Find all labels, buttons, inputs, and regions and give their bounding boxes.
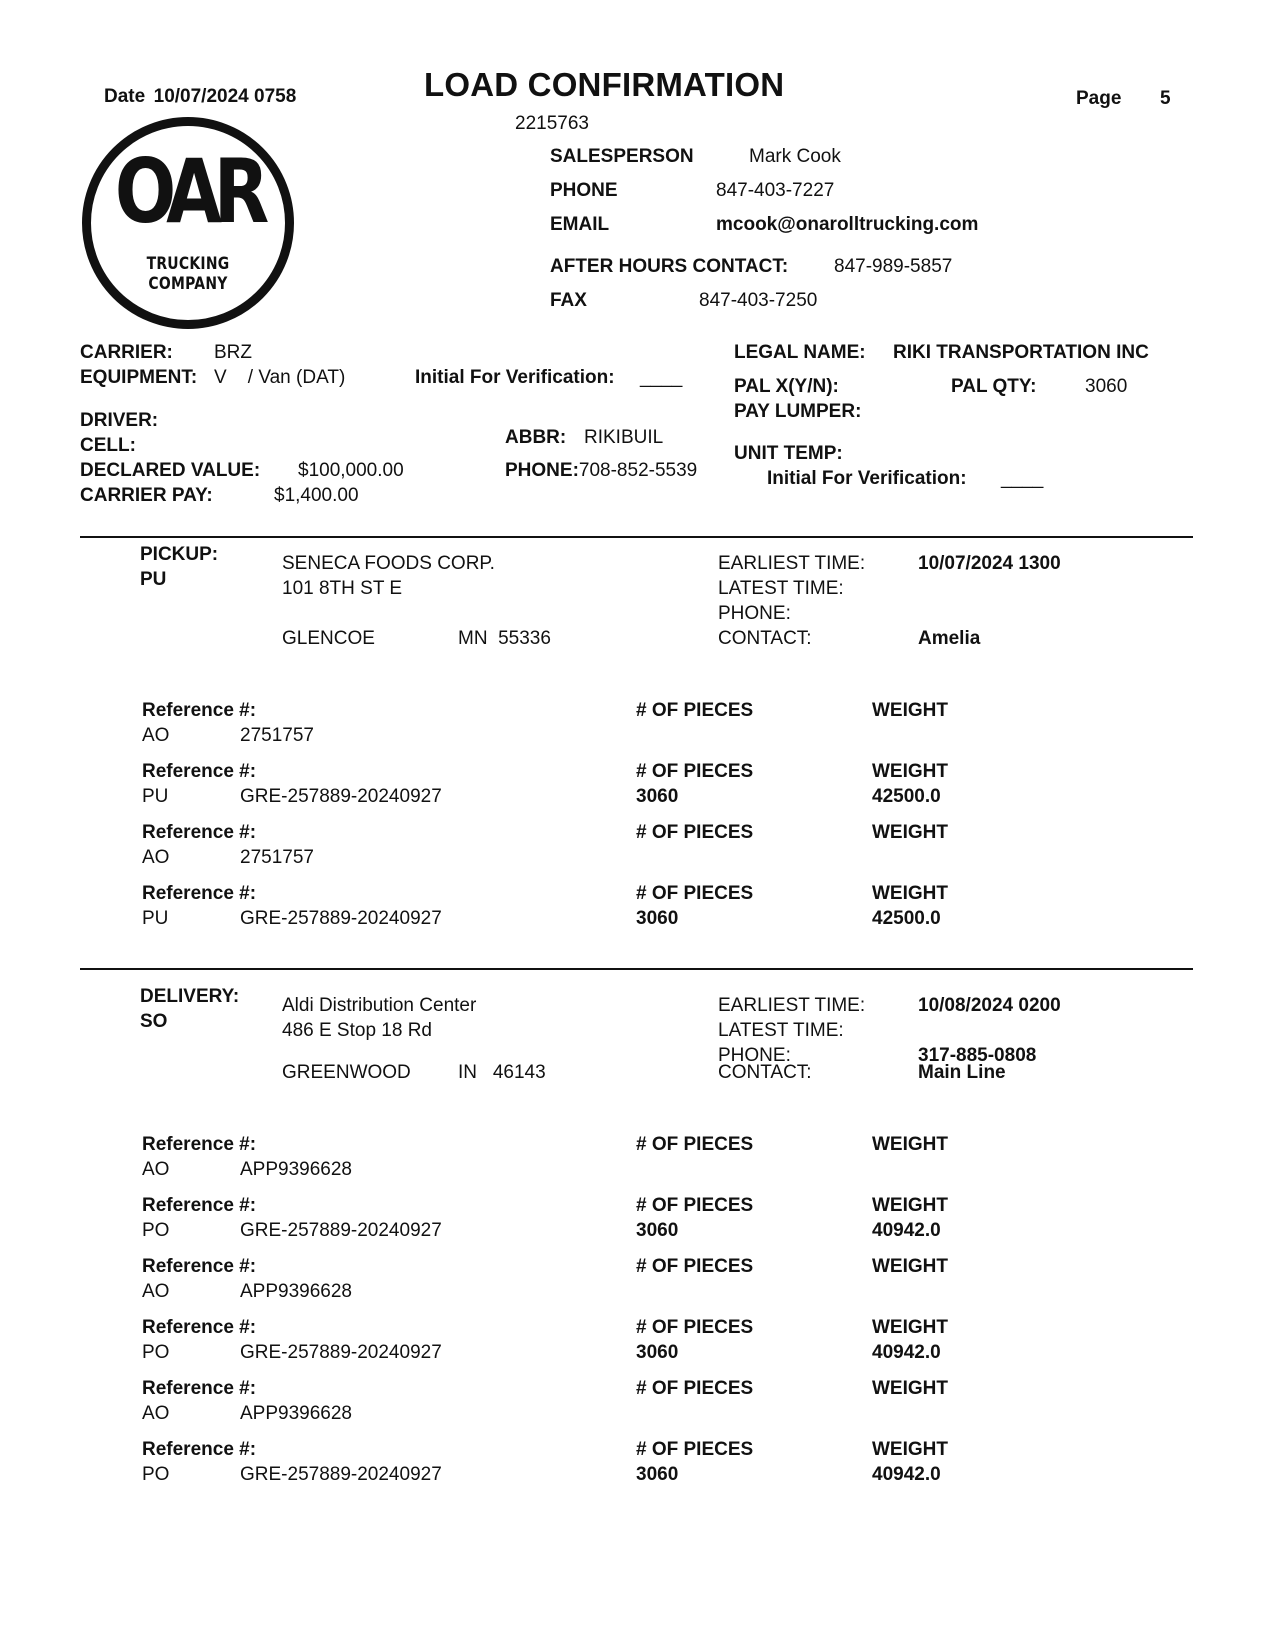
pieces-label: # OF PIECES: [636, 761, 754, 782]
pieces-value: 3060: [636, 786, 679, 807]
pieces-label: # OF PIECES: [636, 1439, 754, 1460]
reference-label: Reference #:: [142, 1134, 257, 1155]
pieces-label: # OF PIECES: [636, 1378, 754, 1399]
divider-pickup: [80, 536, 1193, 538]
reference-code: AO: [142, 847, 170, 868]
carrier-label: CARRIER:: [80, 342, 173, 363]
reference-code: AO: [142, 1403, 170, 1424]
delivery-state-zip: IN 46143: [458, 1062, 546, 1083]
after-hours-label: AFTER HOURS CONTACT:: [550, 256, 789, 277]
reference-label: Reference #:: [142, 761, 257, 782]
delivery-earliest-label: EARLIEST TIME:: [718, 995, 866, 1016]
weight-label: WEIGHT: [872, 822, 948, 843]
reference-code: AO: [142, 725, 170, 746]
logo-letters: OAR: [114, 140, 262, 243]
reference-label: Reference #:: [142, 1317, 257, 1338]
pieces-value: 3060: [636, 1342, 679, 1363]
weight-value: 40942.0: [872, 1342, 941, 1363]
pieces-value: 3060: [636, 1220, 679, 1241]
weight-label: WEIGHT: [872, 1378, 948, 1399]
pal-qty-value: 3060: [1085, 376, 1128, 397]
reference-number: APP9396628: [240, 1159, 352, 1180]
reference-code: PO: [142, 1342, 170, 1363]
pay-lumper-label: PAY LUMPER:: [734, 401, 862, 422]
reference-code: AO: [142, 1159, 170, 1180]
company-logo: [82, 117, 294, 329]
reference-label: Reference #:: [142, 1256, 257, 1277]
pickup-type-code: PU: [140, 569, 167, 590]
pickup-phone-label: PHONE:: [718, 603, 791, 624]
pickup-latest-label: LATEST TIME:: [718, 578, 844, 599]
reference-code: PO: [142, 1220, 170, 1241]
fax-value: 847-403-7250: [699, 290, 818, 311]
pickup-type-label: PICKUP:: [140, 544, 219, 565]
abbr-label: ABBR:: [505, 427, 567, 448]
divider-delivery: [80, 968, 1193, 970]
weight-label: WEIGHT: [872, 1134, 948, 1155]
after-hours-value: 847-989-5857: [834, 256, 953, 277]
pieces-label: # OF PIECES: [636, 1317, 754, 1338]
weight-label: WEIGHT: [872, 761, 948, 782]
weight-value: 42500.0: [872, 908, 941, 929]
pickup-state-zip: MN 55336: [458, 628, 551, 649]
page-title: LOAD CONFIRMATION: [424, 66, 785, 103]
reference-code: PU: [142, 908, 169, 929]
reference-label: Reference #:: [142, 883, 257, 904]
phone-value: 847-403-7227: [716, 180, 835, 201]
carrier-pay-label: CARRIER PAY:: [80, 485, 213, 506]
pickup-name: SENECA FOODS CORP.: [282, 553, 495, 574]
reference-number: GRE-257889-20240927: [240, 908, 442, 929]
pieces-label: # OF PIECES: [636, 1134, 754, 1155]
reference-number: GRE-257889-20240927: [240, 1220, 442, 1241]
delivery-phone-label: PHONE:: [718, 1045, 791, 1066]
equipment-value: V / Van (DAT): [214, 367, 346, 388]
reference-number: GRE-257889-20240927: [240, 1464, 442, 1485]
reference-number: APP9396628: [240, 1403, 352, 1424]
reference-code: AO: [142, 1281, 170, 1302]
email-value: mcook@onarolltrucking.com: [716, 214, 979, 235]
pal-label: PAL X(Y/N):: [734, 376, 839, 397]
legal-name-label: LEGAL NAME:: [734, 342, 866, 363]
pieces-value: 3060: [636, 1464, 679, 1485]
reference-code: PO: [142, 1464, 170, 1485]
driver-label: DRIVER:: [80, 410, 159, 431]
delivery-address: 486 E Stop 18 Rd: [282, 1020, 432, 1041]
weight-label: WEIGHT: [872, 1317, 948, 1338]
carrier-phone-line: [505, 460, 697, 482]
weight-value: 40942.0: [872, 1220, 941, 1241]
cell-label: CELL:: [80, 435, 136, 456]
weight-label: WEIGHT: [872, 883, 948, 904]
delivery-contact-label: CONTACT:: [718, 1062, 812, 1083]
pieces-label: # OF PIECES: [636, 822, 754, 843]
legal-name-value: RIKI TRANSPORTATION INC: [893, 342, 1149, 363]
salesperson-value: Mark Cook: [749, 146, 841, 167]
pickup-city: GLENCOE: [282, 628, 375, 649]
reference-label: Reference #:: [142, 1378, 257, 1399]
weight-label: WEIGHT: [872, 1256, 948, 1277]
load-number: 2215763: [515, 113, 589, 134]
date-line: [104, 86, 296, 108]
email-label: EMAIL: [550, 214, 610, 235]
delivery-contact-value: Main Line: [918, 1062, 1006, 1083]
page-number: 5: [1160, 88, 1171, 109]
weight-label: WEIGHT: [872, 1439, 948, 1460]
reference-label: Reference #:: [142, 1195, 257, 1216]
pieces-label: # OF PIECES: [636, 883, 754, 904]
delivery-latest-label: LATEST TIME:: [718, 1020, 844, 1041]
reference-label: Reference #:: [142, 822, 257, 843]
abbr-value: RIKIBUIL: [584, 427, 664, 448]
phone-label: PHONE: [550, 180, 618, 201]
pickup-contact-value: Amelia: [918, 628, 981, 649]
date-value: 10/07/2024 0758: [153, 86, 297, 107]
fax-label: FAX: [550, 290, 587, 311]
carrier-phone-value: 708-852-5539: [578, 460, 698, 481]
pieces-value: 3060: [636, 908, 679, 929]
pieces-label: # OF PIECES: [636, 1195, 754, 1216]
delivery-earliest-value: 10/08/2024 0200: [918, 995, 1061, 1016]
reference-label: Reference #:: [142, 1439, 257, 1460]
declared-value-label: DECLARED VALUE:: [80, 460, 261, 481]
unit-temp-label: UNIT TEMP:: [734, 443, 843, 464]
carrier-pay-value: $1,400.00: [274, 485, 359, 506]
weight-label: WEIGHT: [872, 700, 948, 721]
pickup-address: 101 8TH ST E: [282, 578, 403, 599]
pieces-label: # OF PIECES: [636, 1256, 754, 1277]
delivery-phone-value: 317-885-0808: [918, 1045, 1037, 1066]
initial-verification-2-blank: ____: [1001, 468, 1044, 489]
logo-subtitle: TRUCKING COMPANY: [146, 254, 230, 294]
delivery-type-code: SO: [140, 1011, 168, 1032]
pickup-earliest-label: EARLIEST TIME:: [718, 553, 866, 574]
delivery-type-label: DELIVERY:: [140, 986, 240, 1007]
initial-verification-label: Initial For Verification:: [415, 367, 615, 388]
pal-qty-label: PAL QTY:: [951, 376, 1037, 397]
reference-number: 2751757: [240, 725, 314, 746]
weight-label: WEIGHT: [872, 1195, 948, 1216]
initial-verification-2-label: Initial For Verification:: [767, 468, 967, 489]
delivery-city: GREENWOOD: [282, 1062, 411, 1083]
declared-value: $100,000.00: [298, 460, 404, 481]
equipment-label: EQUIPMENT:: [80, 367, 198, 388]
pieces-label: # OF PIECES: [636, 700, 754, 721]
weight-value: 42500.0: [872, 786, 941, 807]
reference-number: GRE-257889-20240927: [240, 1342, 442, 1363]
reference-code: PU: [142, 786, 169, 807]
weight-value: 40942.0: [872, 1464, 941, 1485]
pickup-earliest-value: 10/07/2024 1300: [918, 553, 1061, 574]
carrier-value: BRZ: [214, 342, 252, 363]
reference-number: APP9396628: [240, 1281, 352, 1302]
delivery-name: Aldi Distribution Center: [282, 995, 477, 1016]
carrier-phone-label: PHONE:: [505, 460, 579, 481]
reference-number: 2751757: [240, 847, 314, 868]
initial-verification-blank: ____: [640, 367, 683, 388]
reference-number: GRE-257889-20240927: [240, 786, 442, 807]
date-label: Date: [104, 86, 146, 107]
page-label: Page: [1076, 88, 1122, 109]
reference-label: Reference #:: [142, 700, 257, 721]
salesperson-label: SALESPERSON: [550, 146, 694, 167]
pickup-contact-label: CONTACT:: [718, 628, 812, 649]
